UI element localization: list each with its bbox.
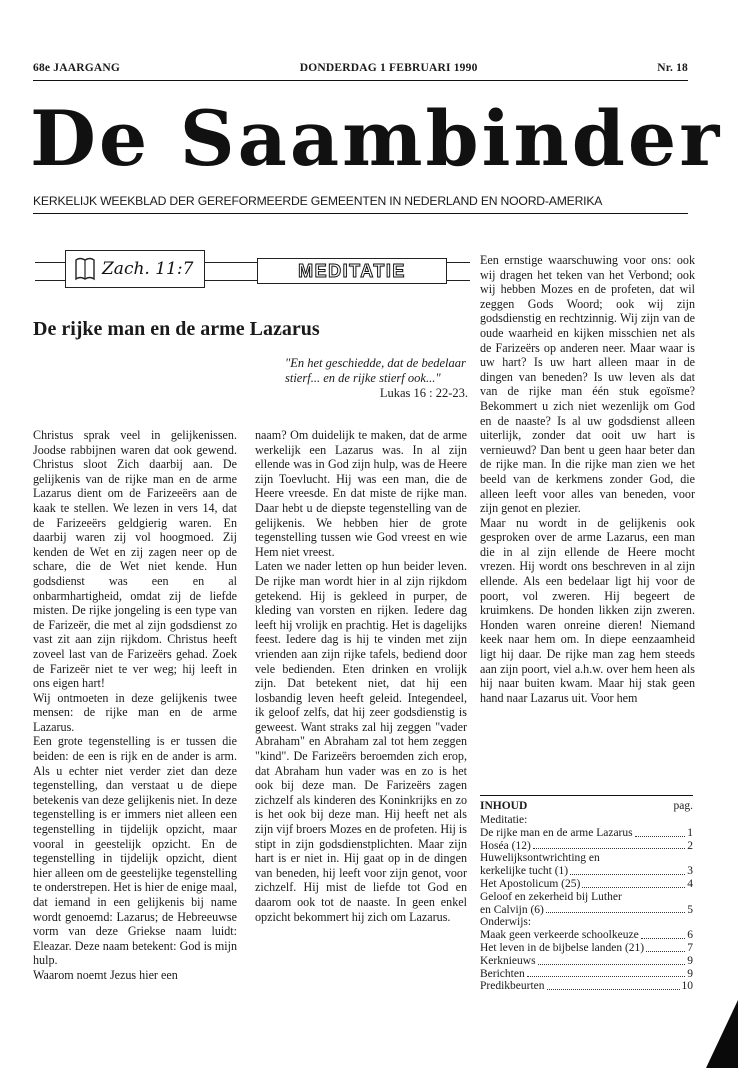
toc-entry-page: 9 <box>687 967 693 980</box>
leader-dots <box>582 887 685 888</box>
toc-entry-page: 10 <box>681 980 693 993</box>
toc-entry-page: 7 <box>687 941 693 954</box>
issue-info-bar <box>33 62 688 74</box>
article-column-2 <box>255 428 467 924</box>
toc-entry[interactable] <box>480 827 693 840</box>
paragraph: Waarom noemt Jezus hier een <box>33 967 178 982</box>
toc-entry[interactable] <box>480 865 693 878</box>
paragraph: Christus sprak veel in gelijkenissen. Joodse rabbijnen waren dat ook gewend. Christus sloot Zich daarbij aan. De gelijkenis van de rijke man en de arme Lazarus dient om de Farizeeërs aan de kaak te stellen. We lezen in vers 14, dat de Farizeeërs geldgierig waren. En daarbij waren zij vol hoogmoed. Zij kenden de Wet en zij zagen neer op de schare, die de Wet niet kende. Hun godsdienst was een en al onbarmhartigheid, omdat zij de liefde misten. De rijke jongeling is een type van de Farizeër, die met al zijn godsdienst zo vast zit aan zijn rijkdom. Christus heeft zoveel last van de Farizeërs gehad. Zoek de Farizeër niet te ver weg; hij leeft in ons eigen hart! <box>33 428 237 691</box>
leader-dots <box>635 836 686 837</box>
toc-entry-title: Berichten <box>480 967 525 980</box>
paragraph: Een grote tegenstelling is er tussen die beiden: de een is rijk en de ander is arm. Als u echter niet verder ziet dan deze tegenstelling, dan verstaat u de diepe betekenis van deze gelijkenis niet. In deze tegenstelling is er immers niet alleen een tegenstelling in tijdelijk opzicht, maar vooral in geestelijk opzicht. En de tegenstelling in tijdelijk opzicht, dient hier alleen om de geestelijke tegenstelling te onderstrepen. Het is hier de enige maal, dat iemand in een gelijkenis bij name wordt genoemd: Lazarus; de Hebreeuwse vorm van deze Griekse naam luidt: Eleazar. Deze naam betekent: God is mijn hulp. <box>33 734 237 968</box>
toc-section: Meditatie: <box>480 814 528 826</box>
toc-entry-title: Hoséa (12) <box>480 839 531 852</box>
article-column-1 <box>33 428 237 983</box>
volume-label: 68e JAARGANG <box>33 62 121 74</box>
toc-entry[interactable] <box>480 968 693 981</box>
open-book-icon <box>74 256 96 282</box>
scripture-quote: "En het geschiedde, dat de bedelaar stierf... en de rijke stierf ook..." <box>285 356 466 385</box>
toc-entry-page: 2 <box>687 839 693 852</box>
meditation-header <box>35 250 470 294</box>
toc-entry[interactable] <box>480 929 693 942</box>
toc-entry-title: Predikbeurten <box>480 980 545 993</box>
leader-dots <box>527 976 686 977</box>
toc-entry-title: Het Apostolicum (25) <box>480 877 581 890</box>
toc-entry-title-line: Geloof en zekerheid bij Luther <box>480 890 622 903</box>
leader-dots <box>547 989 680 990</box>
leader-dots <box>538 964 686 965</box>
article-title: De rijke man en de arme Lazarus <box>33 318 320 340</box>
toc-entry-title: en Calvijn (6) <box>480 903 544 916</box>
toc-page-label: pag. <box>673 800 693 812</box>
issue-date: DONDERDAG 1 FEBRUARI 1990 <box>299 62 478 74</box>
toc-entry[interactable] <box>480 904 693 917</box>
paragraph: Een ernstige waarschuwing voor ons: ook wij dragen het teken van het Verbond; ook wij hebben Mozes en de profeten, dat wil zeggen Gods Woord; ook wij zijn godsdienstig en rechtzinnig. Wij zijn van de oude waarheid en kijken misschien net als de Farizeërs op anderen neer. Maar waar is uw hart? Is uw hart alleen maar in de dingen van beneden? Is uw leven als dat van de rijke man één stuk egoïsme? Bekommert u zich niet wezenlijk om God en de naaste? Is al uw godsdienst alleen uiterlijk, zonder dat ooit uw hart is vernieuwd? Dan bent u geen haar beter dan de rijke man. In die rijke man zien we het beeld van de kerkmens zonder God, die alleen leeft voor alles van beneden, voor zijn genot en plezier. <box>480 253 695 516</box>
toc-entry-page: 3 <box>687 865 693 878</box>
article-column-3 <box>480 253 695 705</box>
issue-number: Nr. 18 <box>657 62 688 74</box>
toc-entry-page: 9 <box>687 954 693 967</box>
toc-section: Onderwijs: <box>480 916 532 929</box>
toc-entry[interactable] <box>480 980 693 993</box>
toc-entry[interactable] <box>480 878 693 891</box>
toc-entry[interactable] <box>480 840 693 853</box>
toc-entry[interactable] <box>480 955 693 968</box>
paragraph: naam? Om duidelijk te maken, dat de arme werkelijk een Lazarus was. In al zijn ellende was in God zijn hulp, was de Heere zijn Toevlucht. Hij was een man, die de Heere vreesde. En dat miste de rijke man. Daar hebt u de diepste tegenstelling van de gelijkenis. We hebben hier de grote tegenstelling tussen wie God vreest en wie Hem niet vreest. <box>255 428 467 559</box>
paragraph: Maar nu wordt in de gelijkenis ook gesproken over de arme Lazarus, een man die in al zijn ellende de Heere mocht vrezen. Hij wordt ons beschreven in al zijn ellende. Als een bedelaar ligt hij voor de poort, vol zweren. Hij begeert de kruimkens. De honden likken zijn zweren. Honden waren onreine dieren! Niemand keek naar hem om. In diepe eenzaamheid ligt hij daar. De rijke man zag hem steeds aan zijn poort, viel a.h.w. over hem heen als hij naar buiten kwam. Maar hij stak geen hand naar Lazarus uit. Voor hem <box>480 515 695 705</box>
toc-entry-page: 5 <box>687 903 693 916</box>
scripture-quote-reference: Lukas 16 : 22-23. <box>379 386 468 400</box>
toc-entry-page: 4 <box>687 877 693 890</box>
subtitle-rule <box>33 213 688 214</box>
bible-reference: Zach. 11:7 <box>102 259 194 279</box>
toc-entry-page: 1 <box>687 826 693 839</box>
table-of-contents <box>480 795 693 993</box>
toc-entry-page: 6 <box>687 929 693 942</box>
top-rule <box>33 80 688 81</box>
masthead-title: De Saambinder <box>30 94 723 183</box>
toc-header <box>480 799 693 814</box>
paragraph: Wij ontmoeten in deze gelijkenis twee mensen: de rijke man en de arme Lazarus. <box>33 690 237 734</box>
leader-dots <box>641 938 686 939</box>
toc-entry-title: Het leven in de bijbelse landen (21) <box>480 941 645 954</box>
page-corner-shadow <box>698 1000 738 1068</box>
toc-entry-title: Kerknieuws <box>480 954 536 967</box>
toc-entry-title-line: Huwelijksontwrichting en <box>480 852 600 865</box>
meditation-label: MEDITATIE <box>257 258 447 284</box>
toc-entry-title: Maak geen verkeerde schoolkeuze <box>480 929 639 942</box>
toc-rule <box>480 795 693 796</box>
masthead-subtitle: KERKELIJK WEEKBLAD DER GEREFORMEERDE GEMEENTEN IN NEDERLAND EN NOORD-AMERIKA <box>33 194 603 208</box>
leader-dots <box>646 951 685 952</box>
toc-heading: INHOUD <box>480 800 528 812</box>
toc-entry-title: De rijke man en de arme Lazarus <box>480 826 633 839</box>
toc-entry-title: kerkelijke tucht (1) <box>480 865 569 878</box>
leader-dots <box>546 912 685 913</box>
leader-dots <box>533 848 685 849</box>
bible-reference-box <box>65 250 205 288</box>
paragraph: Laten we nader letten op hun beider leven. De rijke man wordt hier in al zijn rijkdom getekend. Hij is gekleed in purper, de kleding van vorsten en rijken. Iedere dag leeft hij vrolijk en prachtig. Het is dagelijks feest. Iedere dag is hij te vinden met zijn vrienden aan zijn rijke tafels, bediend door vele bedienden. Eten drinken en vrolijk zijn. Dat betekent niet, dat hij een losbandig leven heeft geleid. Integendeel, ik geloof zelfs, dat hij zeer godsdienstig is geweest. Want straks zal hij zeggen "vader Abraham" en Abraham zal tot hem zeggen "kind". De Farizeërs beroemden zich erop, dat Abraham hun vader was en zo is het ook bij deze man. De Farizeërs zagen zichzelf als kinderen des Koninkrijks en zo is het ook bij deze man. Hij heeft net als zijn vijf broers Mozes en de profeten. Hij is stipt in zijn godsdienstplichten. Maar zijn hart is er niet in. Hij gaat op in de dingen van beneden, hij leeft voor zijn genot, voor zichzelf. Hij mist de liefde tot God en daarom ook tot de naaste. In geen enkel opzicht bekommert hij zich om Lazarus. <box>255 559 467 924</box>
toc-entry[interactable] <box>480 942 693 955</box>
leader-dots <box>570 874 685 875</box>
